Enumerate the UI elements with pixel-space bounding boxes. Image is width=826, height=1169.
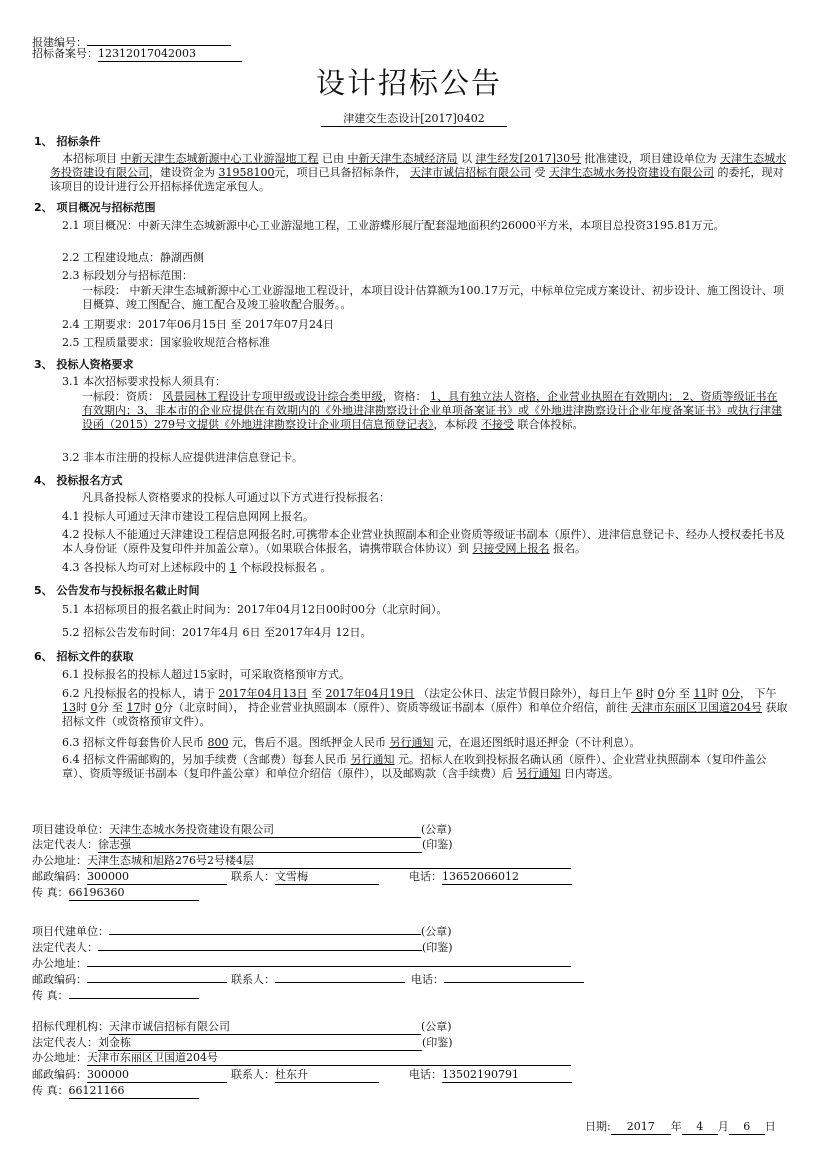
tel-value: 13652066012 (442, 870, 572, 885)
registration-label: 报建编号： (32, 36, 87, 49)
registration-value (87, 32, 231, 46)
rep-line: 法定代表人：刘金栋 (印鉴) (32, 1036, 453, 1049)
section-1-heading: 1、 招标条件 (34, 135, 101, 148)
rep-value (98, 937, 422, 951)
filing-label: 招标备案号： (32, 47, 98, 60)
section-5-heading: 5、 公告发布与投标报名截止时间 (34, 584, 200, 597)
tel-value: 13502190791 (442, 1068, 572, 1083)
item-5-1: 5.1 本招标项目的报名截止时间为：2017年04月12日00时00分（北京时间）。 (62, 603, 448, 616)
sign-label: (印鉴) (422, 941, 453, 954)
zip-line: 邮政编码： 联系人： 电话： (32, 969, 584, 987)
org-line: 项目代建单位： (公章) (32, 921, 452, 939)
item-3-2: 3.2 非本市注册的投标人应提供进津信息登记卡。 (62, 451, 303, 464)
sign-label: (印鉴) (422, 1036, 453, 1049)
address-value: 天津生态城和旭路276号2号楼4层 (87, 854, 571, 869)
org-line: 项目建设单位：天津生态城水务投资建设有限公司 (公章) (32, 823, 452, 836)
fax-line: 传 真：66121166 (32, 1084, 199, 1099)
item-6-4: 6.4 招标文件需邮购的，另加手续费（含邮费）每套人民币 另行通知 元。招标人在收到投标报名确认函（原件）、企业营业执照副本（复印件盖公章）、资质等级证书副本（复印件盖公章）和单位介绍信（原件），以及邮购款（含手续费）后 另行通知 日内寄送。 (62, 753, 767, 780)
zip-value: 300000 (87, 1068, 227, 1083)
item-4-1: 4.1 投标人可通过天津市建设工程信息网网上报名。 (62, 510, 314, 523)
item-6-1: 6.1 投标报名的投标人超过15家时，可采取资格预审方式。 (62, 668, 350, 681)
item-6-2: 6.2 凡投标报名的投标人，请于 2017年04月13日 至 2017年04月19日 （法定公休日、法定节假日除外），每日上午 8时 0分 至 11时 0分， 下午 13时 0分 至 17时 0分（北京时间）， 持企业营业执照副本（原件）、资质等级证书副本（原件）和单位介绍信，前往 天津市东丽区卫国道204号 获取招标文件（或资格预审文件）。 (62, 687, 788, 728)
item-2-1: 2.1 项目概况：中新天津生态城新源中心工业游湿地工程，工业游蝶形展厅配套湿地面积约26000平方米，本项目总投资3195.81万元。 (62, 219, 725, 232)
fax-value: 66121166 (69, 1084, 199, 1099)
item-2-5: 2.5 工程质量要求：国家验收规范合格标准 (62, 336, 270, 349)
tel-value (444, 969, 584, 983)
zip-line: 邮政编码：300000 联系人：文雪梅 电话：13652066012 (32, 870, 572, 885)
document-number (321, 112, 507, 127)
org-line: 招标代理机构：天津市诚信招标有限公司 (公章) (32, 1020, 452, 1033)
section-4-intro: 凡具备投标人资格要求的投标人可通过以下方式进行投标报名： (82, 491, 390, 504)
item-3-1-requirements: 一标段：资质： 风景园林工程设计专项甲级或设计综合类甲级，资格： 1、具有独立法人资格，企业营业执照在有效期内； 2、资质等级证书在有效期内；3、非本市的企业应提供在有效期内的《外地进津勘察设计企业单项备案证书》或《外地进津勘察设计企业年度备案证书》或执行津建设函（2015）279号文提供《外地进津勘察设计企业项目信息预登记表》，本标段 不接受 联合体投标。 (82, 390, 782, 431)
zip-value: 300000 (87, 870, 227, 885)
seal-label: (公章) (421, 1020, 452, 1033)
org-value: 天津市诚信招标有限公司 (109, 1020, 421, 1035)
date-month: 4 (682, 1120, 718, 1135)
org-value (109, 921, 421, 935)
rep-value: 刘金栋 (98, 1036, 422, 1051)
seal-label: (公章) (421, 925, 452, 938)
rep-line: 法定代表人：徐志强 (印鉴) (32, 838, 453, 851)
item-6-3: 6.3 招标文件每套售价人民币 800 元，售后不退。图纸押金人民币 另行通知 元，在退还图纸时退还押金（不计利息）。 (62, 736, 641, 749)
item-2-2: 2.2 工程建设地点：静湖西侧 (62, 251, 204, 264)
contact-value: 文雪梅 (275, 870, 379, 885)
fax-line: 传 真： (32, 985, 199, 1003)
item-4-3: 4.3 各投标人均可对上述标段中的 1 个标段投标报名 。 (62, 561, 332, 574)
address-value: 天津市东丽区卫国道204号 (87, 1051, 571, 1066)
zip-line: 邮政编码：300000 联系人：杜东升 电话：13502190791 (32, 1068, 572, 1083)
address-value (87, 953, 571, 967)
item-2-3-lot: 一标段： 中新天津生态城新源中心工业游湿地工程设计，本项目设计估算额为100.17万元，中标单位完成方案设计、初步设计、施工图设计、项目概算、竣工图配合、施工配合及竣工验收配合服务。。 (82, 284, 784, 311)
fax-value (69, 985, 199, 999)
item-5-2: 5.2 招标公告发布时间：2017年4月 6日 至2017年4月 12日。 (62, 626, 372, 639)
contact-value: 杜东升 (275, 1068, 379, 1083)
address-line: 办公地址：天津生态城和旭路276号2号楼4层 (32, 854, 571, 869)
section-2-heading: 2、 项目概况与招标范围 (34, 201, 156, 214)
section-1-paragraph: 本招标项目 中新天津生态城新源中心工业游湿地工程 已由 中新天津生态城经济局 以 津生经发[2017]30号 批准建设，项目建设单位为 天津生态城水务投资建设有限公司，建设资金为 31958100元，项目已具备招标条件， 天津市诚信招标有限公司 受 天津生态城水务投资建设有限公司 的委托，现对该项目的设计进行公开招标择优选定承包人。 (50, 152, 787, 193)
item-2-3: 2.3 标段划分与招标范围： (62, 269, 193, 282)
filing-number (32, 47, 242, 62)
sign-label: (印鉴) (422, 838, 453, 851)
date-day: 6 (729, 1120, 765, 1135)
item-4-2: 4.2 投标人不能通过天津建设工程信息网报名时,可携带本企业营业执照副本和企业资质等级证书副本（原件）、进津信息登记卡、经办人授权委托书及本人身份证（原件及复印件并加盖公章）。（如果联合体报名，请携带联合体协议）到 只接受网上报名 报名。 (62, 528, 785, 555)
page-title: 设计招标公告 (316, 66, 503, 100)
document-number-value: 津建交生态设计[2017]0402 (321, 112, 507, 127)
contact-value (275, 969, 405, 983)
org-value: 天津生态城水务投资建设有限公司 (109, 823, 421, 838)
section-3-heading: 3、 投标人资格要求 (34, 358, 134, 371)
section-4-heading: 4、 投标报名方式 (34, 474, 123, 487)
rep-line: 法定代表人： (印鉴) (32, 937, 453, 955)
date-line: 日期: 2017 年 4 月 6 日 (585, 1120, 776, 1133)
address-line: 办公地址： (32, 953, 571, 971)
zip-value (87, 969, 227, 983)
item-3-1: 3.1 本次招标要求投标人须具有： (62, 375, 226, 388)
date-label: 日期: (585, 1120, 611, 1133)
seal-label: (公章) (421, 823, 452, 836)
filing-value: 12312017042003 (98, 47, 242, 62)
fax-line: 传 真：66196360 (32, 886, 199, 901)
rep-value: 徐志强 (98, 838, 422, 853)
section-6-heading: 6、 招标文件的获取 (34, 650, 134, 663)
item-2-4: 2.4 工期要求：2017年06月15日 至 2017年07月24日 (62, 318, 334, 331)
fax-value: 66196360 (69, 886, 199, 901)
date-year: 2017 (611, 1120, 671, 1135)
address-line: 办公地址：天津市东丽区卫国道204号 (32, 1051, 571, 1066)
